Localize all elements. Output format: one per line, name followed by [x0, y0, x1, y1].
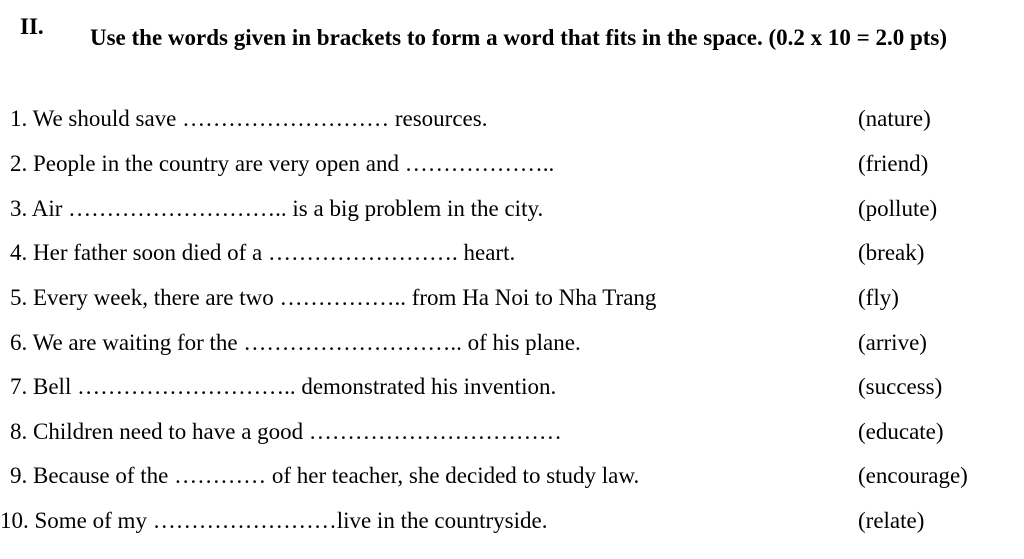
word-hint-9: (encourage): [858, 463, 968, 488]
exercise-item-1: 1. We should save ……………………… resources.: [10, 106, 488, 131]
word-hint-8: (educate): [858, 419, 944, 444]
word-hint-5: (fly): [858, 285, 899, 310]
word-hint-4: (break): [858, 240, 925, 265]
word-hint-2: (friend): [858, 151, 929, 176]
word-hint-10: (relate): [858, 508, 925, 533]
exercise-item-7: 7. Bell ……………………….. demonstrated his invention.: [10, 374, 557, 399]
exercise-item-5: 5. Every week, there are two …………….. from Ha Noi to Nha Trang: [10, 285, 657, 310]
exercise-item-3: 3. Air ……………………….. is a big problem in the city.: [10, 196, 544, 221]
section-instruction: Use the words given in brackets to form a word that fits in the space. (0.2 x 10 = 2.0 pts): [90, 25, 948, 50]
exercise-item-4: 4. Her father soon died of a ……………………. heart.: [10, 240, 516, 265]
word-hint-7: (success): [858, 374, 943, 399]
word-hint-1: (nature): [858, 106, 931, 131]
section-number: II.: [20, 14, 44, 39]
exercise-item-9: 9. Because of the ………… of her teacher, she decided to study law.: [10, 463, 640, 488]
exercise-item-6: 6. We are waiting for the ……………………….. of his plane.: [10, 330, 581, 355]
exercise-item-8: 8. Children need to have a good ……………………………: [10, 419, 562, 444]
exercise-item-10: 10. Some of my ……………………live in the countryside.: [0, 508, 548, 533]
word-hint-3: (pollute): [858, 196, 938, 221]
exercise-item-2: 2. People in the country are very open and ………………..: [10, 151, 555, 176]
word-hint-6: (arrive): [858, 330, 927, 355]
